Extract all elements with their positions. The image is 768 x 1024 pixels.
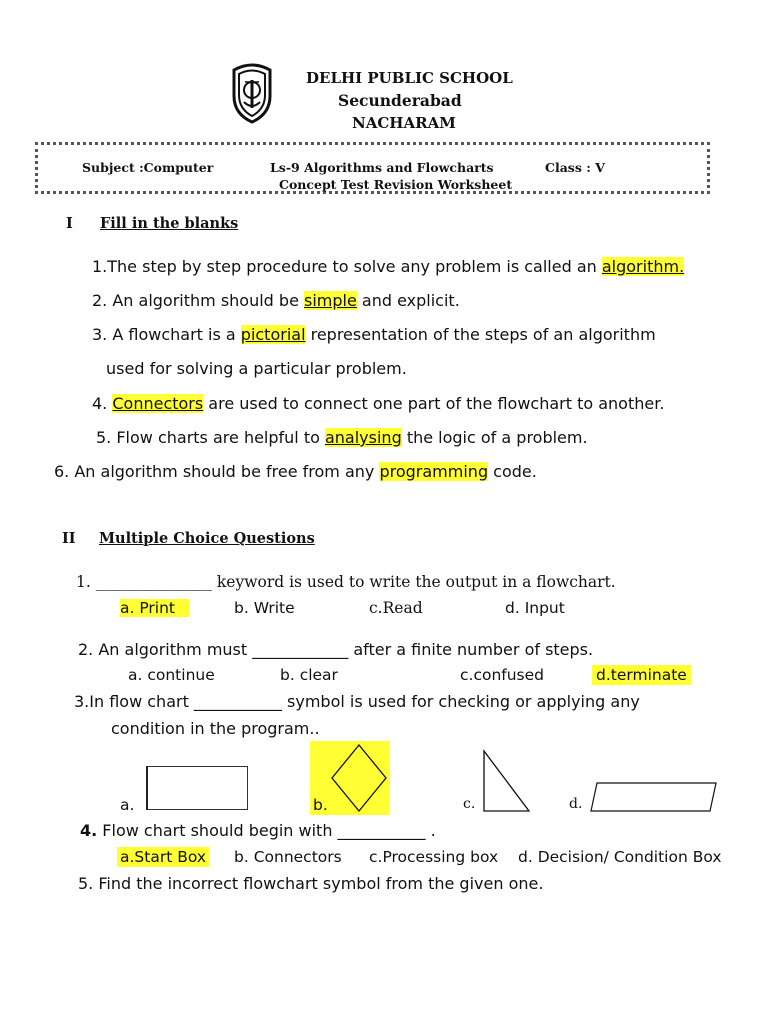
fill-question-6: 6. An algorithm should be free from any programming code. (54, 462, 537, 481)
section2-number: II (62, 530, 76, 547)
answer-6: programming (379, 462, 489, 481)
answer-4: Connectors (112, 394, 204, 413)
fill-question-1: 1.The step by step procedure to solve any problem is called an algorithm. (92, 257, 685, 276)
mcq-1-option-a: a. Print (120, 599, 189, 617)
mcq-3-text: 3.In flow chart ___________ symbol is used for checking or applying any (74, 692, 640, 711)
fill-question-2: 2. An algorithm should be simple and explicit. (92, 291, 460, 310)
section1-title: Fill in the blanks (100, 215, 239, 232)
school-name: DELHI PUBLIC SCHOOL (306, 69, 513, 87)
mcq-4-option-a: a.Start Box (117, 848, 209, 866)
mcq-2-option-d: d.terminate (592, 666, 691, 684)
mcq-4-option-d: d. Decision/ Condition Box (518, 848, 722, 866)
mcq-3-option-c: c. (463, 796, 476, 812)
mcq-2-option-a: a. continue (128, 666, 215, 684)
fill-question-3: 3. A flowchart is a pictorial representation of the steps of an algorithm (92, 325, 656, 344)
answer-5: analysing (324, 428, 402, 447)
mcq-3-option-a: a. (120, 796, 135, 814)
answer-2: simple (304, 291, 357, 310)
mcq-4-text: 4. Flow chart should begin with ___________ . (80, 821, 436, 840)
answer-1: algorithm. (601, 257, 685, 276)
mcq-4-option-c: c.Processing box (369, 848, 499, 866)
school-city: Secunderabad (338, 91, 462, 110)
mcq-3-option-d: d. (569, 796, 583, 812)
mcq-2-option-b: b. clear (280, 666, 338, 684)
fill-question-5: 5. Flow charts are helpful to analysing the logic of a problem. (96, 428, 588, 447)
rectangle-symbol (146, 766, 248, 810)
mcq-5-text: 5. Find the incorrect flowchart symbol from the given one. (78, 874, 544, 893)
mcq-3-option-b: b. (313, 796, 328, 814)
mcq-1-option-d: d. Input (505, 599, 565, 617)
school-branch: NACHARAM (352, 114, 456, 132)
mcq-1-option-b: b. Write (234, 599, 295, 617)
diamond-symbol (330, 743, 388, 813)
worksheet-title: Concept Test Revision Worksheet (279, 177, 513, 192)
triangle-symbol (480, 748, 532, 814)
section2-title: Multiple Choice Questions (99, 530, 315, 547)
fill-question-4: 4. Connectors are used to connect one part of the flowchart to another. (92, 394, 665, 413)
subject-label: Subject :Computer (82, 160, 214, 175)
fill-question-3-line2: used for solving a particular problem. (106, 359, 407, 378)
mcq-1-text: 1. _______________ keyword is used to write the output in a flowchart. (76, 573, 616, 591)
mcq-2-text: 2. An algorithm must ____________ after a finite number of steps. (78, 640, 594, 659)
mcq-3-text-line2: condition in the program.. (111, 719, 320, 738)
mcq-1-option-c: c.Read (369, 599, 423, 617)
mcq-4-option-b: b. Connectors (234, 848, 342, 866)
lesson-label: Ls-9 Algorithms and Flowcharts (270, 160, 494, 175)
class-label: Class : V (545, 160, 605, 175)
mcq-2-option-c: c.confused (460, 666, 545, 684)
parallelogram-symbol (588, 780, 720, 814)
answer-3: pictorial (240, 325, 306, 344)
section1-number: I (66, 215, 73, 232)
school-logo (230, 62, 274, 124)
